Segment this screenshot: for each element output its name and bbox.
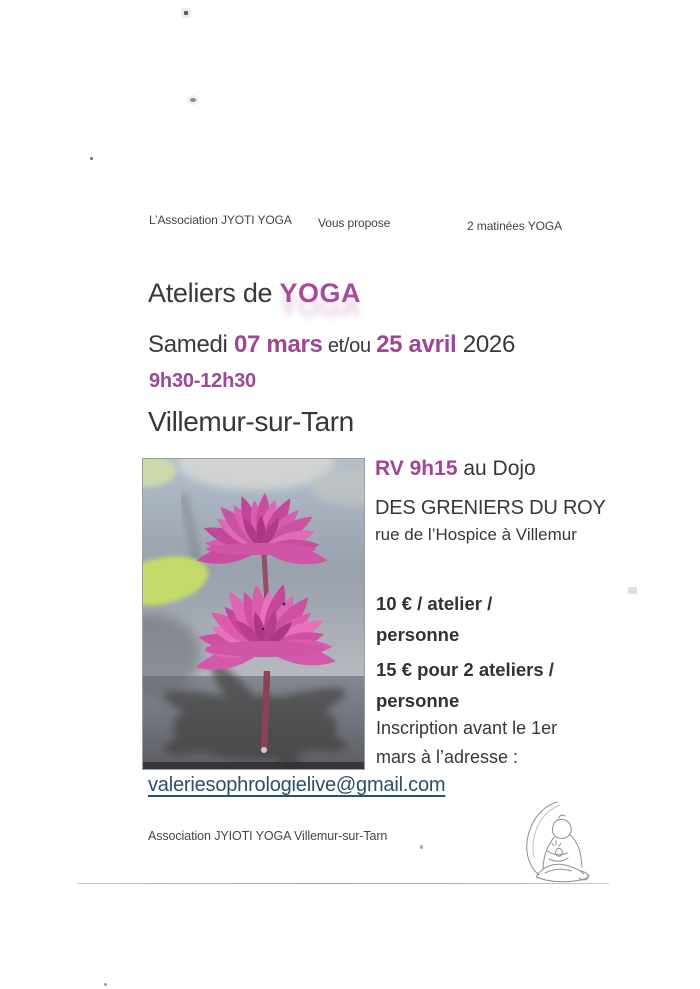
scan-speck bbox=[90, 157, 93, 160]
lotus-photo-art bbox=[143, 459, 364, 769]
header-propose: Vous propose bbox=[318, 216, 391, 230]
scan-speck bbox=[184, 11, 188, 15]
page-title bbox=[148, 278, 361, 309]
title-yoga-wordart: YOGA bbox=[279, 278, 361, 308]
venue-street: rue de l’Hospice à Villemur bbox=[375, 525, 577, 544]
meeting-line bbox=[375, 457, 536, 481]
scan-speck bbox=[628, 587, 637, 594]
price-per-workshop bbox=[376, 588, 492, 650]
date-conjunction: et/ou bbox=[322, 335, 377, 357]
scan-speck bbox=[104, 983, 107, 986]
scan-speck bbox=[420, 845, 423, 849]
meditation-sketch-art bbox=[497, 799, 609, 891]
date-year: 2026 bbox=[456, 331, 515, 358]
footer-association: Association JYIOTI YOGA Villemur-sur-Tarn bbox=[148, 829, 388, 843]
lotus-photo bbox=[142, 458, 365, 770]
date-second: 25 avril bbox=[376, 331, 457, 358]
title-prefix: Ateliers de bbox=[148, 278, 280, 308]
meeting-time: RV 9h15 bbox=[375, 457, 458, 480]
date-day: Samedi bbox=[148, 331, 234, 358]
email-link[interactable]: valeriesophrologielive@gmail.com bbox=[148, 774, 446, 796]
header-matinees: 2 matinées YOGA bbox=[467, 219, 562, 233]
date-first: 07 mars bbox=[233, 331, 323, 358]
price2-line2: personne bbox=[376, 690, 460, 711]
price-two-workshops bbox=[376, 654, 554, 716]
association-name: L’Association JYOTI YOGA bbox=[149, 213, 292, 227]
registration-line1: Inscription avant le 1er bbox=[376, 718, 558, 738]
meeting-place: au Dojo bbox=[457, 457, 536, 480]
scan-speck bbox=[190, 98, 196, 102]
price1-line2: personne bbox=[376, 624, 460, 645]
registration-line2: mars à l’adresse : bbox=[376, 747, 519, 767]
registration-note bbox=[376, 714, 557, 772]
page-rule-line bbox=[78, 883, 609, 884]
time-range: 9h30-12h30 bbox=[149, 370, 256, 392]
venue-name: DES GRENIERS DU ROY bbox=[375, 497, 606, 519]
meditation-figure-sketch bbox=[497, 799, 609, 891]
date-line bbox=[148, 331, 515, 359]
price1-line1: 10 € / atelier / bbox=[376, 593, 493, 614]
city-name: Villemur-sur-Tarn bbox=[148, 406, 354, 437]
price2-line1: 15 € pour 2 ateliers / bbox=[376, 659, 554, 680]
